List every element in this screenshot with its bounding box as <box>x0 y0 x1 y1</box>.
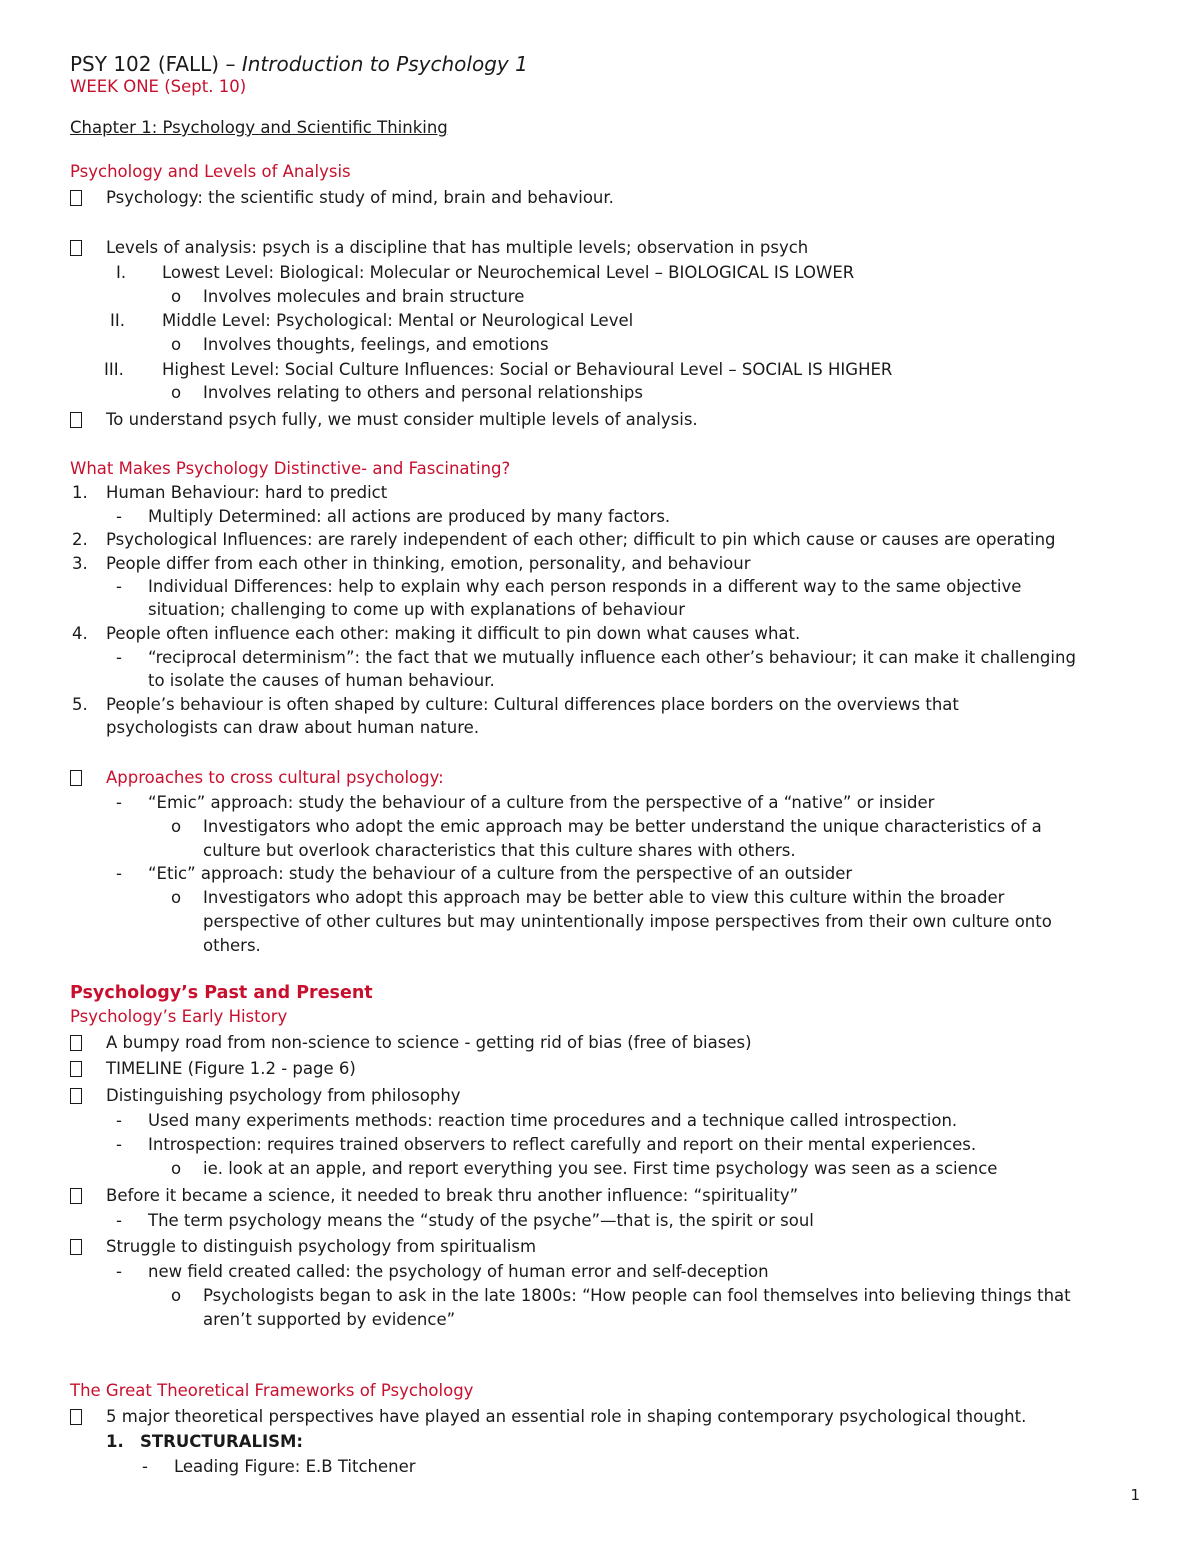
dash-icon: - <box>116 1211 122 1230</box>
sub-bullet-text-cont: culture but overlook characteristics that this culture shares with others. <box>203 841 796 860</box>
level-item: Highest Level: Social Culture Influences: Social or Behavioural Level – SOCIAL IS HIGHER <box>162 360 893 379</box>
chapter-title: Chapter 1: Psychology and Scientific Thinking <box>70 118 448 137</box>
list-number: 1. <box>106 1432 124 1451</box>
bullet-box-icon <box>70 1239 82 1255</box>
section-heading-distinctive: What Makes Psychology Distinctive- and Fascinating? <box>70 459 511 478</box>
sub-bullet-text-cont: others. <box>203 936 261 955</box>
bullet-box-icon <box>70 412 82 428</box>
sub-bullet-icon: o <box>171 888 182 907</box>
framework-detail: Leading Figure: E.B Titchener <box>174 1457 416 1476</box>
course-name: Introduction to Psychology 1 <box>241 52 528 76</box>
sub-bullet-text: ie. look at an apple, and report everything you see. First time psychology was seen as a science <box>203 1159 998 1178</box>
list-item: People differ from each other in thinking, emotion, personality, and behaviour <box>106 554 751 573</box>
sub-bullet-text-cont: perspective of other cultures but may unintentionally impose perspectives from their own culture onto <box>203 912 1052 931</box>
section-heading-frameworks: The Great Theoretical Frameworks of Psychology <box>70 1381 474 1400</box>
dash-icon: - <box>116 577 122 596</box>
sub-bullet-text: Involves molecules and brain structure <box>203 287 525 306</box>
list-item: Human Behaviour: hard to predict <box>106 483 388 502</box>
dash-icon: - <box>116 864 122 883</box>
section-heading-cross-cultural: Approaches to cross cultural psychology: <box>106 768 444 787</box>
bullet-box-icon <box>70 1061 82 1077</box>
bullet-sub-item: new field created called: the psychology of human error and self-deception <box>148 1262 769 1281</box>
bullet-box-icon <box>70 770 82 786</box>
dash-icon: - <box>142 1457 148 1476</box>
roman-numeral: I. <box>116 263 127 282</box>
list-sub-item-cont: to isolate the causes of human behaviour. <box>148 671 495 690</box>
bullet-box-icon <box>70 240 82 256</box>
list-item: People often influence each other: making it difficult to pin down what causes what. <box>106 624 801 643</box>
subsection-heading-early-history: Psychology’s Early History <box>70 1007 288 1026</box>
bullet-text: A bumpy road from non-science to science - getting rid of bias (free of biases) <box>106 1033 752 1052</box>
sub-bullet-text: Psychologists began to ask in the late 1800s: “How people can fool themselves into believing things that <box>203 1286 1071 1305</box>
list-item-cont: psychologists can draw about human nature. <box>106 718 480 737</box>
bullet-box-icon <box>70 1088 82 1104</box>
sub-bullet-icon: o <box>171 335 182 354</box>
sub-bullet-text: Involves thoughts, feelings, and emotions <box>203 335 549 354</box>
sub-bullet-icon: o <box>171 817 182 836</box>
level-item: Lowest Level: Biological: Molecular or Neurochemical Level – BIOLOGICAL IS LOWER <box>162 263 855 282</box>
roman-numeral: II. <box>110 311 125 330</box>
list-item: People’s behaviour is often shaped by culture: Cultural differences place borders on the overviews that <box>106 695 959 714</box>
bullet-text: 5 major theoretical perspectives have played an essential role in shaping contemporary psychological thought. <box>106 1407 1027 1426</box>
bullet-text: Struggle to distinguish psychology from spiritualism <box>106 1237 537 1256</box>
level-item: Middle Level: Psychological: Mental or Neurological Level <box>162 311 634 330</box>
dash-icon: - <box>116 648 122 667</box>
bullet-text: Distinguishing psychology from philosophy <box>106 1086 461 1105</box>
bullet-box-icon <box>70 1409 82 1425</box>
bullet-sub-item: The term psychology means the “study of the psyche”—that is, the spirit or soul <box>148 1211 814 1230</box>
bullet-box-icon <box>70 190 82 206</box>
bullet-sub-item: Used many experiments methods: reaction time procedures and a technique called introspection. <box>148 1111 958 1130</box>
dash-icon: - <box>116 1111 122 1130</box>
bullet-text: Psychology: the scientific study of mind, brain and behaviour. <box>106 188 614 207</box>
framework-title: STRUCTURALISM: <box>140 1432 304 1451</box>
sub-bullet-text: Involves relating to others and personal relationships <box>203 383 643 402</box>
sub-bullet-icon: o <box>171 287 182 306</box>
list-sub-item: Individual Differences: help to explain why each person responds in a different way to the same objective <box>148 577 1022 596</box>
approach-item: “Emic” approach: study the behaviour of a culture from the perspective of a “native” or insider <box>148 793 935 812</box>
list-item: Psychological Influences: are rarely independent of each other; difficult to pin which cause or causes are operating <box>106 530 1056 549</box>
bullet-box-icon <box>70 1188 82 1204</box>
sub-bullet-text: Investigators who adopt the emic approach may be better understand the unique characteristics of a <box>203 817 1042 836</box>
page-number: 1 <box>1130 1486 1140 1504</box>
list-number: 4. <box>72 624 88 643</box>
approach-item: “Etic” approach: study the behaviour of a culture from the perspective of an outsider <box>148 864 853 883</box>
sub-bullet-icon: o <box>171 383 182 402</box>
section-heading-levels: Psychology and Levels of Analysis <box>70 162 351 181</box>
list-sub-item: “reciprocal determinism”: the fact that we mutually influence each other’s behaviour; it can make it challenging <box>148 648 1076 667</box>
course-title <box>70 52 528 76</box>
bullet-text: Before it became a science, it needed to break thru another influence: “spirituality” <box>106 1186 799 1205</box>
course-code: PSY 102 (FALL) – <box>70 52 242 76</box>
dash-icon: - <box>116 793 122 812</box>
section-heading-past-present: Psychology’s Past and Present <box>70 983 373 1003</box>
list-number: 3. <box>72 554 88 573</box>
sub-bullet-text-cont: aren’t supported by evidence” <box>203 1310 456 1329</box>
list-number: 1. <box>72 483 88 502</box>
list-sub-item: Multiply Determined: all actions are produced by many factors. <box>148 507 671 526</box>
dash-icon: - <box>116 507 122 526</box>
sub-bullet-text: Investigators who adopt this approach may be better able to view this culture within the broader <box>203 888 1005 907</box>
list-number: 2. <box>72 530 88 549</box>
bullet-sub-item: Introspection: requires trained observers to reflect carefully and report on their mental experiences. <box>148 1135 977 1154</box>
dash-icon: - <box>116 1135 122 1154</box>
bullet-text: To understand psych fully, we must consider multiple levels of analysis. <box>106 410 698 429</box>
list-sub-item-cont: situation; challenging to come up with explanations of behaviour <box>148 600 685 619</box>
sub-bullet-icon: o <box>171 1286 182 1305</box>
bullet-box-icon <box>70 1035 82 1051</box>
bullet-text: TIMELINE (Figure 1.2 - page 6) <box>106 1059 356 1078</box>
bullet-text: Levels of analysis: psych is a discipline that has multiple levels; observation in psych <box>106 238 809 257</box>
roman-numeral: III. <box>104 360 124 379</box>
dash-icon: - <box>116 1262 122 1281</box>
list-number: 5. <box>72 695 88 714</box>
sub-bullet-icon: o <box>171 1159 182 1178</box>
week-label: WEEK ONE (Sept. 10) <box>70 77 247 96</box>
